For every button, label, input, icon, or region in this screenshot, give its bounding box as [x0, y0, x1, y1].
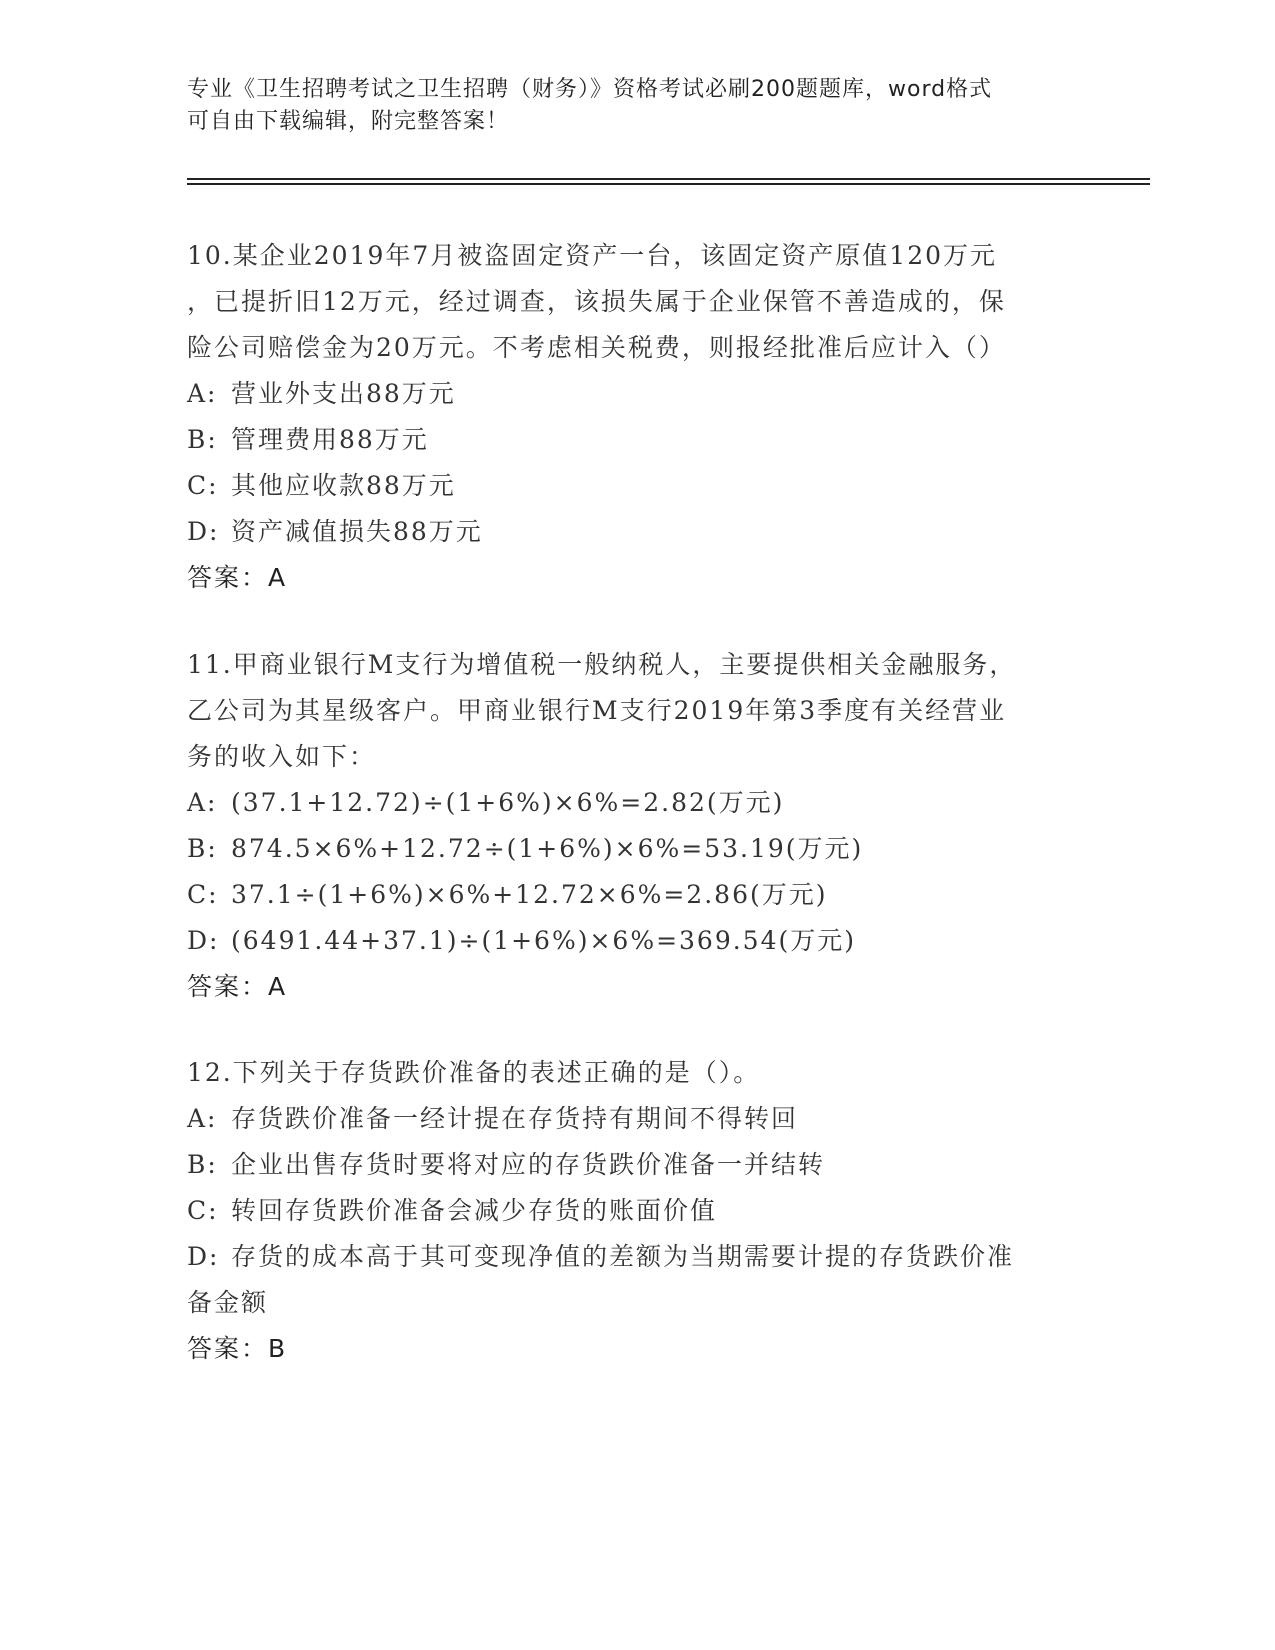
- option-b: [187, 417, 1067, 463]
- option-text: (6491.44+37.1)÷(1+6%)×6%=369.54(万元): [231, 926, 857, 955]
- option-d: [187, 918, 1067, 964]
- option-text: 企业出售存货时要将对应的存货跌价准备一并结转: [231, 1150, 826, 1179]
- answer-line: 答案：A: [187, 972, 288, 1001]
- option-text: 存货跌价准备一经计提在存货持有期间不得转回: [231, 1104, 799, 1133]
- question-stem-line: 12.下列关于存货跌价准备的表述正确的是（）。: [187, 1058, 761, 1087]
- option-c: [187, 872, 1067, 918]
- header-line-1: 专业《卫生招聘考试之卫生招聘（财务）》资格考试必刷200题题库，word格式: [187, 77, 993, 102]
- option-c: [187, 463, 1067, 509]
- option-d: [187, 1234, 1067, 1280]
- option-a: [187, 371, 1067, 417]
- question-stem-line: 乙公司为其星级客户。甲商业银行M支行2019年第3季度有关经营业: [187, 696, 1007, 725]
- option-letter: D:: [187, 517, 220, 546]
- option-letter: B:: [187, 1150, 218, 1179]
- option-letter: C:: [187, 1196, 219, 1225]
- question-stem-line: ，已提折旧12万元，经过调查，该损失属于企业保管不善造成的，保: [187, 287, 1006, 316]
- answer-line: 答案：B: [187, 1334, 288, 1363]
- question-stem-line: 10.某企业2019年7月被盗固定资产一台，该固定资产原值120万元: [187, 241, 998, 270]
- option-text: 转回存货跌价准备会减少存货的账面价值: [231, 1196, 718, 1225]
- answer-line: 答案：A: [187, 563, 288, 592]
- question-stem-line: 11.甲商业银行M支行为增值税一般纳税人，主要提供相关金融服务，: [187, 650, 1017, 679]
- option-d-continuation: 备金额: [187, 1288, 269, 1317]
- option-b: [187, 826, 1067, 872]
- option-letter: D:: [187, 1242, 220, 1271]
- question-11: [187, 642, 1067, 1010]
- option-a: [187, 1096, 1067, 1142]
- option-letter: D:: [187, 926, 220, 955]
- option-text: (37.1+12.72)÷(1+6%)×6%=2.82(万元): [231, 788, 785, 817]
- option-text: 874.5×6%+12.72÷(1+6%)×6%=53.19(万元): [231, 834, 864, 863]
- option-text: 管理费用88万元: [231, 425, 429, 454]
- option-letter: B:: [187, 425, 218, 454]
- document-header: [187, 74, 1067, 138]
- option-text: 37.1÷(1+6%)×6%+12.72×6%=2.86(万元): [231, 880, 828, 909]
- option-text: 其他应收款88万元: [231, 471, 456, 500]
- header-divider-top: [187, 178, 1150, 180]
- option-a: [187, 780, 1067, 826]
- option-text: 营业外支出88万元: [231, 379, 456, 408]
- question-12: [187, 1050, 1067, 1372]
- option-letter: A:: [187, 1104, 218, 1133]
- question-10: [187, 233, 1067, 601]
- option-b: [187, 1142, 1067, 1188]
- question-stem-line: 险公司赔偿金为20万元。不考虑相关税费，则报经批准后应计入（）: [187, 333, 1006, 362]
- option-letter: C:: [187, 471, 219, 500]
- option-letter: C:: [187, 880, 219, 909]
- question-stem-line: 务的收入如下：: [187, 742, 377, 771]
- option-text: 存货的成本高于其可变现净值的差额为当期需要计提的存货跌价准: [231, 1242, 1015, 1271]
- header-divider-bottom: [187, 183, 1150, 185]
- option-d: [187, 509, 1067, 555]
- header-line-2: 可自由下载编辑，附完整答案！: [187, 109, 510, 134]
- option-letter: B:: [187, 834, 218, 863]
- option-letter: A:: [187, 379, 218, 408]
- option-c: [187, 1188, 1067, 1234]
- option-text: 资产减值损失88万元: [231, 517, 483, 546]
- option-letter: A:: [187, 788, 218, 817]
